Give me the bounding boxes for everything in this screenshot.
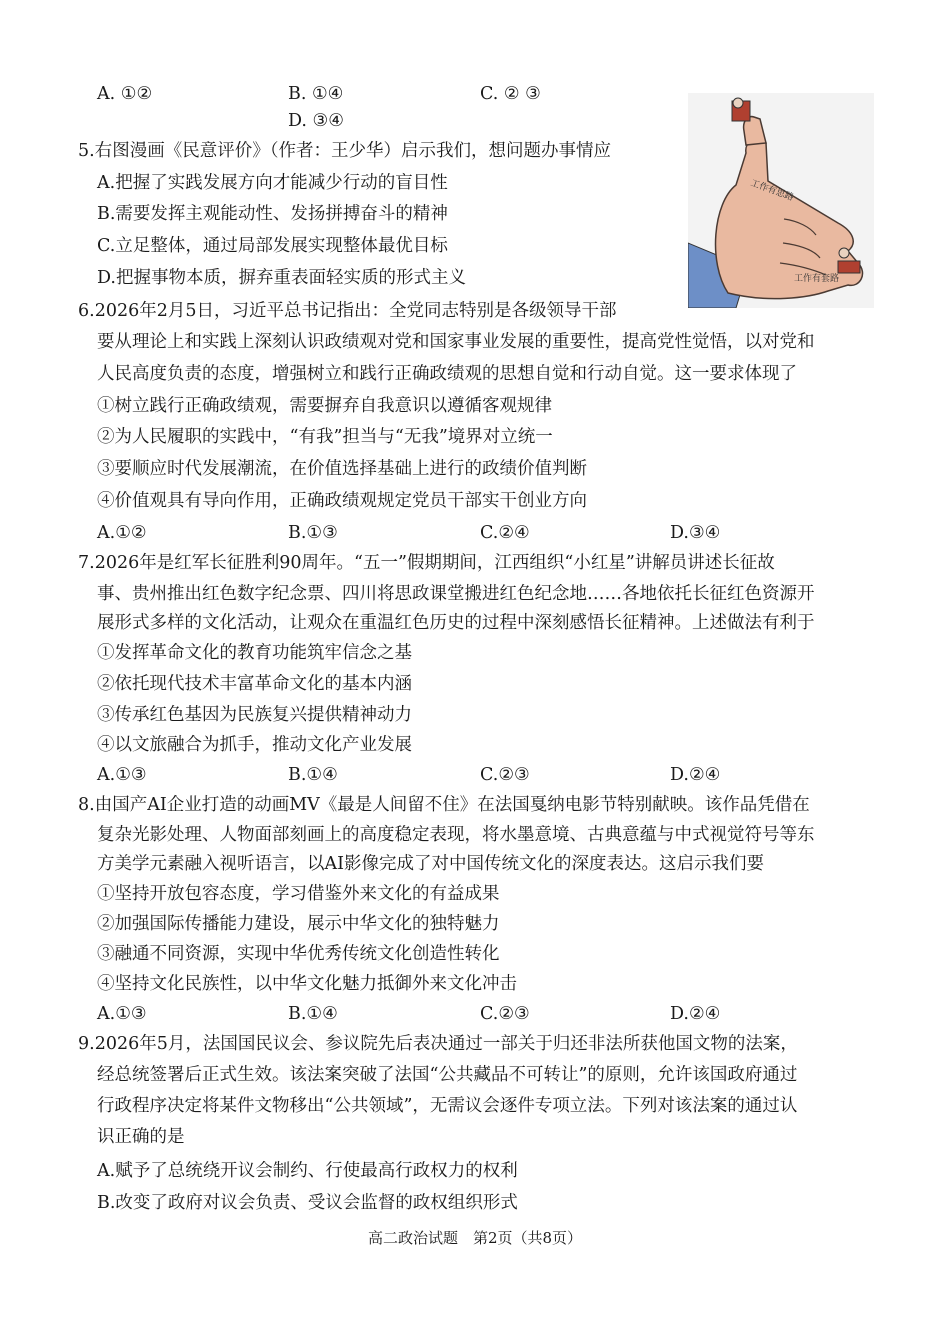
- q9-option-a: A.赋予了总统绕开议会制约、行使最高行政权力的权利: [97, 1161, 518, 1181]
- q8-stem-line: 8.由国产AI企业打造的动画MV《最是人间留不住》在法国戛纳电影节特别献映。该作品凭借在: [78, 795, 810, 815]
- q8-stem-line: 方美学元素融入视听语言，以AI影像完成了对中国传统文化的深度表达。这启示我们要: [97, 854, 765, 874]
- q6-option-c: C.②④: [480, 523, 530, 543]
- q8-item-1: ①坚持开放包容态度，学习借鉴外来文化的有益成果: [97, 884, 500, 904]
- q8-item-3: ③融通不同资源，实现中华优秀传统文化创造性转化: [97, 944, 500, 964]
- q6-item-2: ②为人民履职的实践中，“有我”担当与“无我”境界对立统一: [97, 427, 553, 447]
- cartoon-desk-text: 工作有套路: [794, 274, 840, 284]
- q5-option-a: A.把握了实践发展方向才能减少行动的盲目性: [97, 173, 448, 193]
- q7-stem-line: 事、贵州推出红色数字纪念票、四川将思政课堂搬进红色纪念地……各地依托长征红色资源开: [97, 584, 815, 604]
- q6-item-1: ①树立践行正确政绩观，需要摒弃自我意识以遵循客观规律: [97, 396, 552, 416]
- q9-stem-line: 经总统签署后正式生效。该法案突破了法国“公共藏品不可转让”的原则，允许该国政府通过: [97, 1065, 798, 1085]
- q6-option-d: D.③④: [670, 523, 721, 543]
- q5-option-b: B.需要发挥主观能动性、发扬拼搏奋斗的精神: [97, 204, 448, 224]
- q8-item-4: ④坚持文化民族性，以中华文化魅力抵御外来文化冲击: [97, 974, 517, 994]
- cartoon-thumb-text: 工作有思路: [748, 178, 795, 204]
- q4-option-b: B. ①④: [288, 84, 344, 104]
- q6-option-a: A.①②: [97, 523, 147, 543]
- q7-item-1: ①发挥革命文化的教育功能筑牢信念之基: [97, 643, 412, 663]
- q5-stem: 5.右图漫画《民意评价》（作者：王少华）启示我们，想问题办事情应: [78, 141, 611, 161]
- q8-option-a: A.①③: [97, 1004, 147, 1024]
- q7-option-d: D.②④: [670, 765, 721, 785]
- q7-item-3: ③传承红色基因为民族复兴提供精神动力: [97, 705, 412, 725]
- q4-option-a: A. ①②: [97, 84, 153, 104]
- q9-option-b: B.改变了政府对议会负责、受议会监督的政权组织形式: [97, 1193, 518, 1213]
- q6-stem-line: 6.2026年2月5日，习近平总书记指出：全党同志特别是各级领导干部: [78, 301, 617, 321]
- q7-stem-line: 展形式多样的文化活动，让观众在重温红色历史的过程中深刻感悟长征精神。上述做法有利于: [97, 613, 815, 633]
- q7-option-c: C.②③: [480, 765, 530, 785]
- q6-item-4: ④价值观具有导向作用，正确政绩观规定党员干部实干创业方向: [97, 491, 587, 511]
- q8-option-b: B.①④: [288, 1004, 338, 1024]
- cartoon-thumbs-up: [688, 93, 874, 308]
- q7-stem-line: 7.2026年是红军长征胜利90周年。“五一”假期期间，江西组织“小红星”讲解员讲述长征故: [78, 553, 775, 573]
- q9-stem-line: 识正确的是: [97, 1127, 185, 1147]
- q8-option-c: C.②③: [480, 1004, 530, 1024]
- q5-option-c: C.立足整体，通过局部发展实现整体最优目标: [97, 236, 448, 256]
- q7-item-2: ②依托现代技术丰富革命文化的基本内涵: [97, 674, 412, 694]
- q9-stem-line: 行政程序决定将某件文物移出“公共领域”，无需议会逐件专项立法。下列对该法案的通过认: [97, 1096, 798, 1116]
- q6-stem-line: 人民高度负责的态度，增强树立和践行正确政绩观的思想自觉和行动自觉。这一要求体现了: [97, 364, 797, 384]
- q8-option-d: D.②④: [670, 1004, 721, 1024]
- q8-item-2: ②加强国际传播能力建设，展示中华文化的独特魅力: [97, 914, 500, 934]
- q7-option-b: B.①④: [288, 765, 338, 785]
- q7-option-a: A.①③: [97, 765, 147, 785]
- q4-option-d: D. ③④: [288, 111, 344, 131]
- q4-option-c: C. ② ③: [480, 84, 541, 104]
- page-footer: 高二政治试题 第2页（共8页）: [367, 1229, 583, 1247]
- q8-stem-line: 复杂光影处理、人物面部刻画上的高度稳定表现，将水墨意境、古典意蕴与中式视觉符号等东: [97, 825, 815, 845]
- q5-option-d: D.把握事物本质，摒弃重表面轻实质的形式主义: [97, 268, 466, 288]
- q6-item-3: ③要顺应时代发展潮流，在价值选择基础上进行的政绩价值判断: [97, 459, 587, 479]
- q9-stem-line: 9.2026年5月，法国国民议会、参议院先后表决通过一部关于归还非法所获他国文物的法案，: [78, 1034, 798, 1054]
- q6-stem-line: 要从理论上和实践上深刻认识政绩观对党和国家事业发展的重要性，提高党性觉悟，以对党和: [97, 332, 815, 352]
- q7-item-4: ④以文旅融合为抓手，推动文化产业发展: [97, 735, 412, 755]
- q6-option-b: B.①③: [288, 523, 338, 543]
